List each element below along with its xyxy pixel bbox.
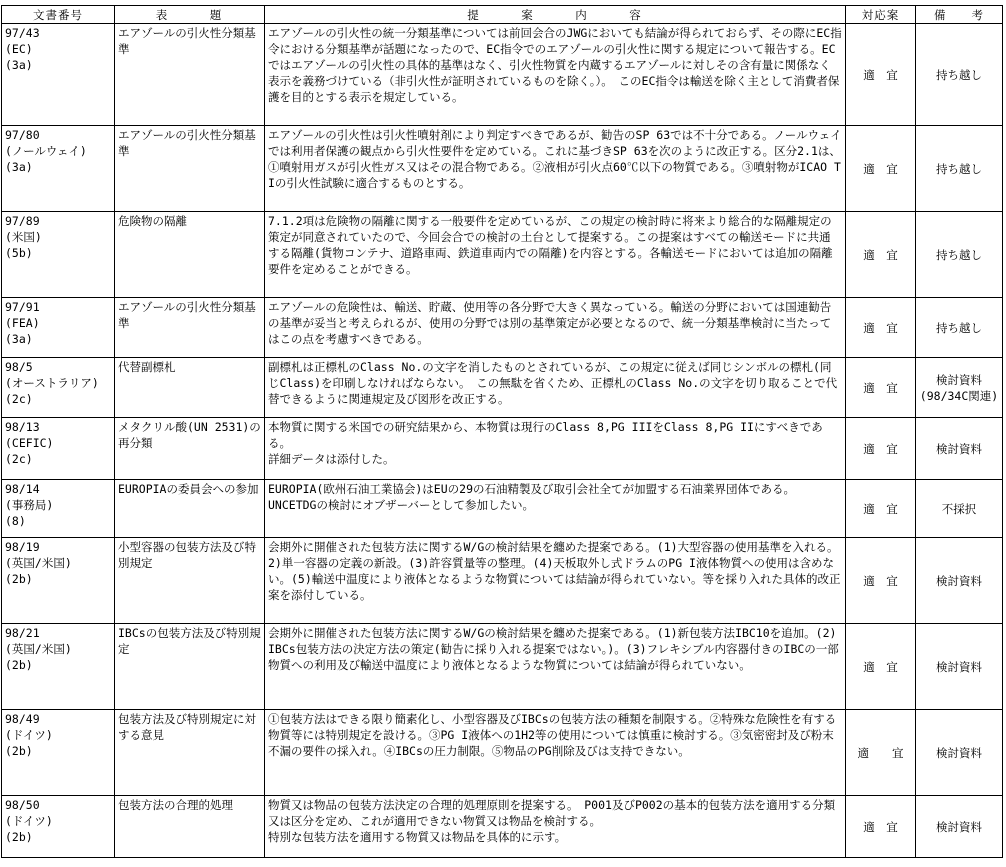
doc-number-line: 98/50 <box>5 798 40 812</box>
header-row <box>2 6 1003 24</box>
remarks-cell: 持ち越し <box>916 126 1003 212</box>
content-cell: 会期外に開催された包装方法に関するW/Gの検討結果を纏めた提案である。(1)新包装方法IBC10を追加。(2)IBCs包装方法の決定方法の策定(勧告に採り入れる提案ではない。)。(3)フレキシブル内容器付きのIBCの一部物質への利用及び輸送中温度により液体となるような物質については結論が得られていない。 <box>265 624 846 710</box>
table-row <box>2 212 1003 298</box>
title-cell: エアゾールの引火性分類基準 <box>115 126 265 212</box>
doc-number-line: (オーストラリア) <box>5 376 99 390</box>
content-cell: 会期外に開催された包装方法に関するW/Gの検討結果を纏めた提案である。(1)大型容器の使用基準を入れる。2)単一容器の定義の新設。(3)許容質量等の整理。(4)天板取外し式ドラムのPG I液体物質への使用は含めない。(5)輸送中温度により液体となるような物質については結論が得られていない。等を採り入れた具体的改正案を添付している。 <box>265 538 846 624</box>
title-cell: 危険物の隔離 <box>115 212 265 298</box>
remarks-cell: 持ち越し <box>916 298 1003 358</box>
doc-number-line: (3a) <box>5 160 33 174</box>
doc-number-line: 98/49 <box>5 712 40 726</box>
header-remarks: 備 考 <box>916 6 1003 24</box>
title-cell: エアゾールの引火性分類基準 <box>115 298 265 358</box>
action-cell: 適 宜 <box>846 538 916 624</box>
doc-number-cell <box>2 358 115 418</box>
content-cell: EUROPIA(欧州石油工業協会)はEUの29の石油精製及び取引会社全てが加盟する石油業界団体である。 UNCETDGの検討にオブザーバーとして参加したい。 <box>265 480 846 538</box>
content-cell: エアゾールの引火性は引火性噴射剤により判定すべきであるが、勧告のSP 63では不十分である。ノールウェイでは利用者保護の観点から引火性要件を定めている。これに基づきSP 63を次のように改正する。区分2.1は、①噴射用ガスが引火性ガス又はその混合物である。②液相が引火点60℃以下の物質である。③噴射物がICAO TIの引火性試験に適合するものとする。 <box>265 126 846 212</box>
title-cell: 包装方法の合理的処理 <box>115 796 265 858</box>
proposal-table <box>1 5 1003 858</box>
content-cell: 副標札は正標札のClass No.の文字を消したものとされているが、この規定に従えば同じシンボルの標札(同じClass)を印刷しなければならない。 この無駄を省くため、正標札のClass No.の文字を切り取ることで代替できるように関連規定及び図形を改正する。 <box>265 358 846 418</box>
content-cell: 7.1.2項は危険物の隔離に関する一般要件を定めているが、この規定の検討時に将来より総合的な隔離規定の策定が同意されていたので、今回会合での検討の土台として提案する。この提案はすべての輸送モードに共通する隔離(貨物コンテナ、道路車両、鉄道車両内での隔離)を内容とする。各輸送モードにおいては追加の隔離要件を定めることができる。 <box>265 212 846 298</box>
table-row <box>2 126 1003 212</box>
content-cell: エアゾールの引火性の統一分類基準については前回会合のJWGにおいても結論が得られておらず、その際にEC指令における分類基準が話題になったので、EC指令でのエアゾールの引火性に関する規定について報告する。ECではエアゾールの引火性の具体的基準はなく、引火性物質を内蔵するエアゾールに対しその含有量に関係なく表示を義務づけている（非引火性が証明されているものを除く。）。 このEC指令は輸送を除く主として消費者保護を目的とする表示を規定している。 <box>265 24 846 126</box>
doc-number-line: (事務局) <box>5 498 54 512</box>
doc-number-line: 97/91 <box>5 300 40 314</box>
title-cell: 代替副標札 <box>115 358 265 418</box>
action-cell: 適 宜 <box>846 126 916 212</box>
doc-number-line: 98/14 <box>5 482 40 496</box>
doc-number-line: (5b) <box>5 246 33 260</box>
doc-number-line: (2b) <box>5 830 33 844</box>
title-cell: メタクリル酸(UN 2531)の再分類 <box>115 418 265 480</box>
doc-number-line: (3a) <box>5 58 33 72</box>
content-cell: 物質又は物品の包装方法決定の合理的処理原則を提案する。 P001及びP002の基本的包装方法を適用する分類又は区分を定め、これが適用できない物質又は物品を検討する。 特別な包装方法を適用する物質又は物品を具体的に示す。 <box>265 796 846 858</box>
doc-number-cell <box>2 126 115 212</box>
header-title: 表 題 <box>115 6 265 24</box>
doc-number-cell <box>2 418 115 480</box>
doc-number-line: (2c) <box>5 452 33 466</box>
remarks-cell: 不採択 <box>916 480 1003 538</box>
doc-number-line: (ドイツ) <box>5 728 53 742</box>
doc-number-line: 98/13 <box>5 420 40 434</box>
doc-number-cell <box>2 624 115 710</box>
table-row <box>2 796 1003 858</box>
content-cell: エアゾールの危険性は、輸送、貯蔵、使用等の各分野で大きく異なっている。輸送の分野においては国連勧告の基準が妥当と考えられるが、使用の分野では別の基準策定が必要となるので、統一分類基準検討に当たってはこの点を考慮すべきである。 <box>265 298 846 358</box>
doc-number-line: (米国) <box>5 230 42 244</box>
action-cell: 適 宜 <box>846 480 916 538</box>
table-row <box>2 538 1003 624</box>
doc-number-line: (英国/米国) <box>5 556 72 570</box>
doc-number-cell <box>2 24 115 126</box>
table-row <box>2 24 1003 126</box>
action-cell: 適 宜 <box>846 796 916 858</box>
doc-number-line: (2b) <box>5 744 33 758</box>
doc-number-line: 98/19 <box>5 540 40 554</box>
action-cell: 適 宜 <box>846 710 916 796</box>
remarks-cell: 検討資料 <box>916 710 1003 796</box>
action-cell: 適 宜 <box>846 624 916 710</box>
remarks-cell: 検討資料 <box>916 418 1003 480</box>
doc-number-line: 97/89 <box>5 214 40 228</box>
doc-number-line: 97/80 <box>5 128 40 142</box>
doc-number-line: 97/43 <box>5 26 40 40</box>
doc-number-line: 98/5 <box>5 360 33 374</box>
action-cell: 適 宜 <box>846 358 916 418</box>
doc-number-cell <box>2 480 115 538</box>
content-cell: ①包装方法はできる限り簡素化し、小型容器及びIBCsの包装方法の種類を制限する。②特殊な危険性を有する物質等には特別規定を設ける。③PG I液体への1H2等の使用については慎重に検討する。③気密密封及び粉末不漏の要件の採入れ。④IBCsの圧力制限。⑤物品のPG削除及びは支持できない。 <box>265 710 846 796</box>
header-action: 対応案 <box>846 6 916 24</box>
table-row <box>2 710 1003 796</box>
doc-number-line: (8) <box>5 514 26 528</box>
doc-number-line: (ノールウェイ) <box>5 144 87 158</box>
title-cell: IBCsの包装方法及び特別規定 <box>115 624 265 710</box>
remarks-cell: 持ち越し <box>916 212 1003 298</box>
doc-number-cell <box>2 796 115 858</box>
table-row <box>2 480 1003 538</box>
action-cell: 適 宜 <box>846 24 916 126</box>
action-cell: 適 宜 <box>846 418 916 480</box>
doc-number-cell <box>2 298 115 358</box>
doc-number-line: (3a) <box>5 332 33 346</box>
doc-number-line: (2b) <box>5 658 33 672</box>
doc-number-line: (2b) <box>5 572 33 586</box>
doc-number-cell <box>2 710 115 796</box>
remarks-cell: 検討資料 <box>916 796 1003 858</box>
remarks-cell: 検討資料 <box>916 624 1003 710</box>
header-doc-no: 文書番号 <box>2 6 115 24</box>
title-cell: 小型容器の包装方法及び特別規定 <box>115 538 265 624</box>
doc-number-line: (FEA) <box>5 316 40 330</box>
title-cell: EUROPIAの委員会への参加 <box>115 480 265 538</box>
remarks-cell: 検討資料 <box>916 538 1003 624</box>
header-content: 提 案 内 容 <box>265 6 846 24</box>
doc-number-line: (EC) <box>5 42 33 56</box>
table-row <box>2 624 1003 710</box>
table-row <box>2 358 1003 418</box>
doc-number-line: (2c) <box>5 392 33 406</box>
action-cell: 適 宜 <box>846 298 916 358</box>
doc-number-line: (英国/米国) <box>5 642 72 656</box>
remarks-cell: 検討資料 (98/34C関連) <box>916 358 1003 418</box>
remarks-cell: 持ち越し <box>916 24 1003 126</box>
doc-number-line: (ドイツ) <box>5 814 53 828</box>
action-cell: 適 宜 <box>846 212 916 298</box>
doc-number-cell <box>2 538 115 624</box>
content-cell: 本物質に関する米国での研究結果から、本物質は現行のClass 8,PG IIIをClass 8,PG IIにすべきである。 詳細データは添付した。 <box>265 418 846 480</box>
title-cell: 包装方法及び特別規定に対する意見 <box>115 710 265 796</box>
doc-number-line: 98/21 <box>5 626 40 640</box>
doc-number-line: (CEFIC) <box>5 436 54 450</box>
title-cell: エアゾールの引火性分類基準 <box>115 24 265 126</box>
doc-number-cell <box>2 212 115 298</box>
table-row <box>2 298 1003 358</box>
table-row <box>2 418 1003 480</box>
